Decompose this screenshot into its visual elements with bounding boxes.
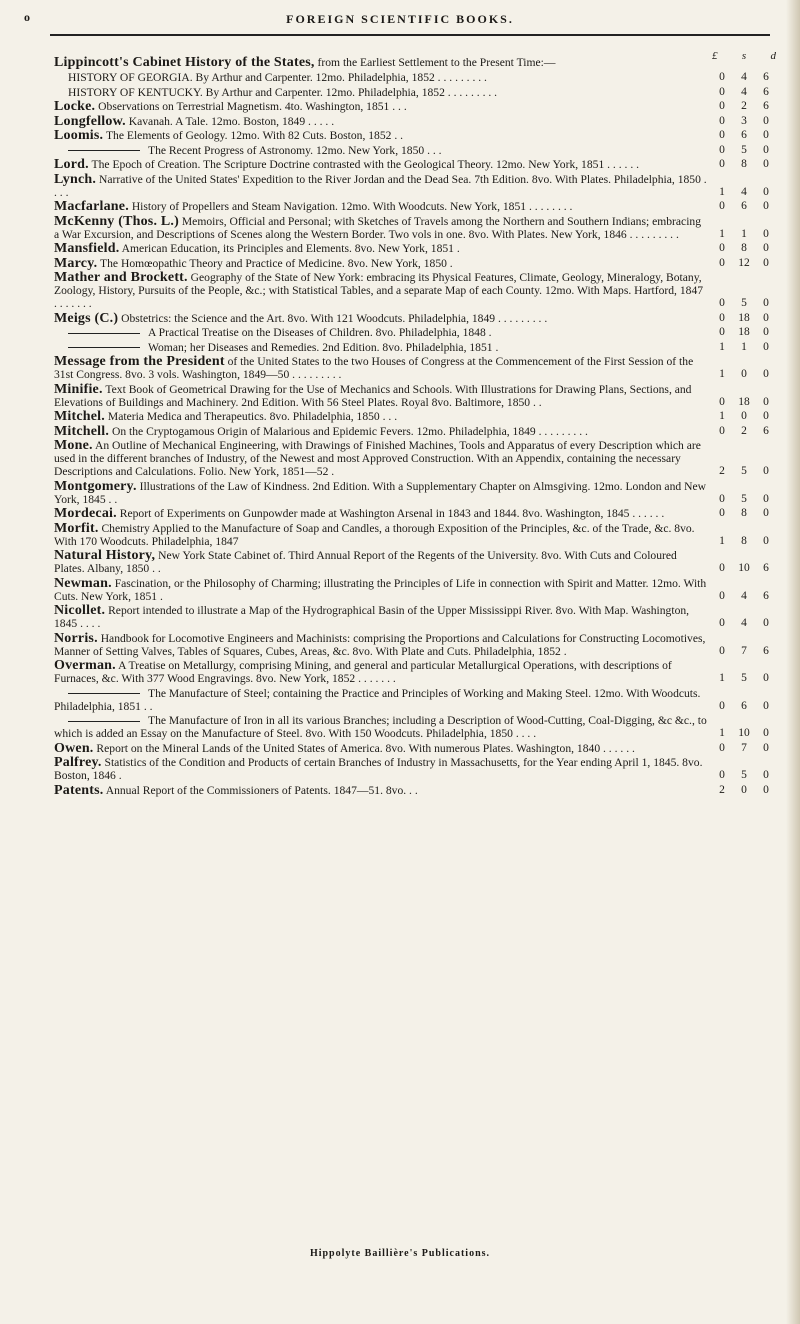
entry-text: Text Book of Geometrical Drawing for the Use of Mechanics and Schools. With Illustrations for Drawing Plans, Sections, and Elevations of Buildings and Machinery. 2nd Edition. With 56 Steel Plates. Royal 8vo. Baltimore, 1850 . . [54,382,692,409]
catalogue-entry [54,742,776,755]
price-shillings: 4 [741,71,747,83]
entry-text: Woman; her Diseases and Remedies. 2nd Edition. 8vo. Philadelphia, 1851 . [148,340,499,354]
ditto-dash [68,347,140,348]
entry-author: McKenny (Thos. L.) [54,213,179,229]
entry-body [54,242,708,255]
price-pounds: 2 [719,783,725,796]
price [712,71,776,84]
running-head: FOREIGN SCIENTIFIC BOOKS. [286,12,514,26]
price-pounds: 1 [719,227,725,240]
price [712,228,776,241]
price [712,368,776,381]
entry-body [54,439,708,478]
price-shillings: 10 [738,727,750,739]
price [712,242,776,255]
price [712,100,776,113]
price-shillings: 4 [741,617,747,629]
price [712,493,776,506]
price-shillings: 12 [738,256,750,269]
catalogue-entry [54,410,776,423]
price [712,158,776,171]
price [712,672,776,685]
entry-body [54,632,708,658]
price-shillings: 3 [741,114,747,127]
entry-text: The Elements of Geology. 12mo. With 82 Cuts. Boston, 1852 . . [105,129,404,142]
entry-body [54,784,708,797]
price-shillings: 5 [741,143,747,156]
entry-body [54,173,708,199]
price-shillings: 7 [741,644,747,657]
price-pounds: 2 [719,465,725,477]
price-shillings: 8 [741,534,747,547]
price-shillings: 5 [741,297,747,309]
price-pounds: 1 [719,727,725,739]
entry-author: Newman. [54,575,112,591]
entry-author: Owen. [54,740,94,756]
catalogue-entry [54,144,776,157]
entry-text: The Manufacture of Steel; containing the Practice and Principles of Working and Making Steel. 12mo. With Woodcuts. Philadelphia, 1851 . . [54,686,701,713]
catalogue-entry [54,215,776,241]
entry-text: Memoirs, Official and Personal; with Sketches of Travels among the Northern and Southern Indians; embracing a War Excursion, and Descriptions of Scenes along the Western Border. Two vols in one. 8vo. With Plates. New York, 1846 . . . . . . . . . [54,214,702,241]
intro-entry [54,56,776,69]
price-shillings: 8 [741,158,747,170]
entry-body [54,659,708,685]
price-pounds: 0 [719,143,725,156]
price [712,312,776,325]
price-shillings: 8 [741,242,747,254]
price-shillings: 0 [741,410,747,422]
price-pounds: 0 [719,311,725,324]
price-shillings: 5 [741,769,747,781]
entry-text: A Treatise on Metallurgy, comprising Mining, and general and particular Metallurgical Operations, with descriptions of Furnaces, &c. With 377 Wood Engravings. 8vo. New York, 1852 . . . . . . . [54,659,672,685]
price-pounds: 0 [719,507,725,519]
entry-author: Message from the President [54,354,225,369]
entry-body [54,326,708,339]
entry-body [54,742,708,755]
price-pounds: 0 [719,242,725,254]
entry-body [54,522,708,548]
entry-author: Locke. [54,99,96,114]
price [712,297,776,310]
price [712,396,776,409]
entry-text: Report on the Mineral Lands of the United States of America. 8vo. With numerous Plates. Washington, 1840 . . . . . . [96,741,635,755]
price-shillings: 6 [741,200,747,212]
entry-body [54,257,708,270]
entry-text: Geography of the State of New York: embracing its Physical Features, Climate, Geology, Mineralogy, Botany, Zoology, History, Pursuits of the People, &c.; with Statistical Tables, and a separate Map of each County. 12mo. With Maps. Hartford, 1847 . . . . . . . [54,271,704,310]
price-shillings: 0 [741,368,747,380]
price-pounds: 0 [719,769,725,781]
page-edge [786,0,800,1324]
entry-text: Kavanah. A Tale. 12mo. Boston, 1849 . . . . . [128,114,335,128]
entry-body [54,549,708,575]
entry-text: Fascination, or the Philosophy of Charming; illustrating the Principles of Life in connection with Spirit and Matter. 12mo. With Cuts. New York, 1851 . [54,576,707,603]
price-pounds: 0 [719,562,725,574]
price-shillings: 2 [741,424,747,437]
price-pounds: 0 [719,492,725,505]
price-pounds: 1 [719,410,725,422]
intro-title: Lippincott's Cabinet History of the States, [54,55,315,70]
price-pounds: 0 [719,617,725,629]
catalogue-entry [54,100,776,113]
entry-text: The Homœopathic Theory and Practice of Medicine. 8vo. New York, 1850 . [100,256,453,270]
price [712,341,776,354]
page-marker: o [24,10,30,24]
price-pence: 0 [763,114,769,127]
price-pence: 0 [763,158,769,170]
catalogue-entry [54,115,776,128]
entry-body [54,100,708,113]
entry-author: Natural History, [54,548,156,563]
entry-author: Norris. [54,630,98,646]
price [712,727,776,740]
entry-body [54,577,708,603]
price [712,590,776,603]
price-pence: 0 [763,368,769,380]
price [712,257,776,270]
catalogue-entry [54,480,776,506]
entry-body [54,480,708,506]
price-pence: 0 [763,741,769,754]
price-pence: 6 [763,644,769,657]
price [712,465,776,478]
entry-author: Longfellow. [54,113,126,129]
price-pence: 0 [763,242,769,254]
price-shillings: 5 [741,672,747,684]
catalogue-entry [54,257,776,270]
entry-author: Lord. [54,157,89,172]
entry-text: New York State Cabinet of. Third Annual Report of the Regents of the University. 8vo. With Cuts and Coloured Plates. Albany, 1850 . . [54,549,677,575]
catalogue-entry [54,355,776,381]
price-pounds: 0 [719,326,725,338]
price-pounds: 0 [719,71,725,83]
price-shillings: 18 [738,395,750,408]
price-shillings: 2 [741,100,747,112]
catalogue-entry [54,659,776,685]
price [712,425,776,438]
price [712,535,776,548]
price-pence: 6 [763,562,769,574]
price-pence: 0 [763,783,769,796]
price-shillings: 1 [741,340,747,353]
catalogue-entries [54,56,776,798]
entry-text: Statistics of the Condition and Products of certain Branches of Industry in Massachusetts, for the Year ending April 1, 1845. 8vo. Boston, 1846 . [54,756,703,782]
entry-text: Handbook for Locomotive Engineers and Machinists: comprising the Proportions and Calculations for Constructing Locomotives, Manner of Setting Valves, Tables of Squares, Cubes, Areas, &c. 8vo. With Plate and Cuts. Philadelphia, 1852 . [54,631,706,658]
ditto-dash [68,150,140,151]
entry-author: Mitchel. [54,409,105,424]
entry-body [54,215,708,241]
catalogue-entry [54,714,776,740]
intro-sub-text: HISTORY OF KENTUCKY. By Arthur and Carpenter. 12mo. Philadelphia, 1852 . . . . . . . . . [68,85,498,99]
price-pence: 0 [763,143,769,156]
entry-author: Overman. [54,658,116,673]
intro-sub-entry [54,71,776,84]
entry-body [54,714,708,740]
price-pounds: 0 [719,699,725,712]
entry-author: Macfarlane. [54,199,129,214]
price-pounds: 0 [719,644,725,657]
price [712,186,776,199]
intro-rest: from the Earliest Settlement to the Present Time:— [314,56,556,69]
entry-text: The Recent Progress of Astronomy. 12mo. New York, 1850 . . . [148,143,442,157]
price-pence: 0 [763,200,769,212]
catalogue-entry [54,604,776,630]
price-shillings: 6 [741,699,747,712]
price-pence: 6 [763,85,769,98]
price-pounds: 0 [719,200,725,212]
entry-body [54,425,708,438]
entry-author: Minifie. [54,381,103,397]
entry-body [54,200,708,213]
price-pounds: 1 [719,534,725,547]
catalogue-entry [54,242,776,255]
entry-text: Annual Report of the Commissioners of Patents. 1847—51. 8vo. . . [105,783,418,797]
catalogue-entry [54,577,776,603]
entry-body [54,355,708,381]
price-pounds: 0 [719,256,725,269]
entry-author: Mordecai. [54,506,117,521]
entry-author: Montgomery. [54,478,137,494]
intro-sub-text: HISTORY OF GEORGIA. By Arthur and Carpenter. 12mo. Philadelphia, 1852 . . . . . . . . . [68,71,487,84]
entry-body [54,158,708,171]
entry-text: Illustrations of the Law of Kindness. 2nd Edition. With a Supplementary Chapter on Almsgiving. 12mo. London and New York, 1845 . . [54,479,706,506]
price-pounds: 0 [719,100,725,112]
price [712,617,776,630]
entry-text: History of Propellers and Steam Navigation. 12mo. With Woodcuts. New York, 1851 . . . . . . . . [131,200,573,213]
price-shillings: 1 [741,227,747,240]
currency-pence: d [770,50,776,62]
price-pence: 0 [763,256,769,269]
price-pounds: 1 [719,340,725,353]
entry-author: Lynch. [54,171,97,187]
catalogue-entry [54,756,776,782]
entry-body [54,410,708,423]
entry-body [54,383,708,409]
entry-text: Chemistry Applied to the Manufacture of Soap and Candles, a thorough Exposition of the Principles, &c. of the Trade, &c. 8vo. With 170 Woodcuts. Philadelphia, 1847 [54,521,695,548]
entry-text: Observations on Terrestrial Magnetism. 4to. Washington, 1851 . . . [98,100,407,113]
price-pence: 6 [763,589,769,602]
price-pence: 0 [763,699,769,712]
entry-body [54,341,708,354]
currency-pounds: £ [712,50,718,62]
price [712,326,776,339]
price-pounds: 0 [719,158,725,170]
price-shillings: 5 [741,492,747,505]
price-pence: 0 [763,727,769,739]
entry-body [54,271,708,310]
catalogue-entry [54,687,776,713]
price-pounds: 0 [719,114,725,127]
entry-text: A Practical Treatise on the Diseases of Children. 8vo. Philadelphia, 1848 . [148,326,492,339]
price-pounds: 0 [719,85,725,98]
price [712,645,776,658]
price [712,144,776,157]
price-pence: 6 [763,100,769,112]
price-pounds: 0 [719,129,725,141]
price [712,507,776,520]
price-pence: 0 [763,129,769,141]
entry-text: Materia Medica and Therapeutics. 8vo. Philadelphia, 1850 . . . [107,410,398,423]
price-shillings: 7 [741,741,747,754]
price [712,200,776,213]
price-pence: 0 [763,507,769,519]
price-shillings: 4 [741,589,747,602]
price-pounds: 0 [719,589,725,602]
entry-body [54,687,708,713]
price-pence: 0 [763,672,769,684]
entry-text: American Education, its Principles and Elements. 8vo. New York, 1851 . [121,242,460,255]
price-shillings: 5 [741,465,747,477]
price [712,115,776,128]
entry-text: The Manufacture of Iron in all its various Branches; including a Description of Wood-Cutting, Coal-Digging, &c &c., to which is added an Essay on the Manufacture of Steel. 8vo. With 150 Woodcuts. Philadelphia, 1850 . . . . [54,714,707,740]
entry-author: Palfrey. [54,755,102,770]
entry-text: Obstetrics: the Science and the Art. 8vo. With 121 Woodcuts. Philadelphia, 1849 . . . . . . . . . [121,311,548,325]
catalogue-entry [54,439,776,478]
price-pence: 0 [763,340,769,353]
price-pounds: 1 [719,672,725,684]
price-pounds: 1 [719,185,725,198]
price-shillings: 6 [741,129,747,141]
catalogue-entry [54,271,776,310]
entry-author: Mansfield. [54,241,120,256]
price-pounds: 0 [719,741,725,754]
catalogue-entry [54,341,776,354]
entry-body [54,604,708,630]
price [712,784,776,797]
entry-body [54,129,708,142]
entry-author: Patents. [54,782,104,798]
price-pence: 0 [763,227,769,240]
ditto-dash [68,721,140,722]
catalogue-entry [54,129,776,142]
entry-text: On the Cryptogamous Origin of Malarious and Epidemic Fevers. 12mo. Philadelphia, 1849 . . . . . . . . . [111,424,588,438]
entry-text: Narrative of the United States' Expedition to the River Jordan and the Dead Sea. 7th Edition. 8vo. With Plates. Philadelphia, 1850 . . . . [54,172,707,199]
price-pence: 0 [763,311,769,324]
entry-body [54,507,708,520]
catalogue-entry [54,200,776,213]
price-pence: 0 [763,185,769,198]
entry-body [54,115,708,128]
price-pence: 0 [763,410,769,422]
price-shillings: 0 [741,783,747,796]
price-pence: 6 [763,71,769,83]
entry-text: An Outline of Mechanical Engineering, with Drawings of Finished Machines, Tools and Apparatus of every Description which are used in the different branches of Industry, of the Newest and most Approved Construction. With an Appendix, containing the necessary Descriptions and Calculations. Folio. New York, 1851—52 . [54,439,701,478]
price-pence: 0 [763,465,769,477]
ditto-dash [68,693,140,694]
price [712,129,776,142]
entry-author: Meigs (C.) [54,310,119,326]
price-pence: 0 [763,617,769,629]
price [712,700,776,713]
price-shillings: 10 [738,562,750,574]
currency-shillings: s [741,50,747,62]
price [712,769,776,782]
price-pence: 6 [763,424,769,437]
intro-sub-entry [54,86,776,99]
catalogue-entry [54,158,776,171]
catalogue-entry [54,312,776,325]
price-pounds: 0 [719,395,725,408]
price [712,742,776,755]
entry-author: Mitchell. [54,423,110,439]
entry-author: Mone. [54,438,93,453]
entry-body [54,144,708,157]
footer-catchline: Hippolyte Baillière's Publications. [309,1248,491,1259]
catalogue-entry [54,425,776,438]
price-shillings: 18 [738,326,750,338]
entry-text: Report of Experiments on Gunpowder made at Washington Arsenal in 1843 and 1844. 8vo. Washington, 1845 . . . . . . [119,507,665,520]
catalogue-entry [54,549,776,575]
price-shillings: 18 [738,311,750,324]
price-shillings: 8 [741,507,747,519]
catalogue-entry [54,326,776,339]
entry-author: Morfit. [54,520,99,536]
header-rule [50,34,770,36]
price-pounds: 0 [719,424,725,437]
price [712,86,776,99]
price [712,562,776,575]
price-shillings: 4 [741,85,747,98]
entry-author: Marcy. [54,255,98,271]
entry-text: of the United States to the two Houses of Congress at the Commencement of the First Session of the 31st Congress. 8vo. 3 vols. Washington, 1849—50 . . . . . . . . . [54,355,694,381]
price-pence: 0 [763,297,769,309]
catalogue-entry [54,632,776,658]
price [712,410,776,423]
price-pence: 0 [763,395,769,408]
entry-text: The Epoch of Creation. The Scripture Doctrine contrasted with the Geological Theory. 12mo. New York, 1851 . . . . . . [91,158,640,171]
catalogue-entry [54,522,776,548]
entry-body [54,312,708,325]
price-shillings: 4 [741,185,747,198]
price-pence: 0 [763,326,769,338]
price-pence: 0 [763,492,769,505]
entry-author: Loomis. [54,128,104,143]
ditto-dash [68,333,140,334]
price-pounds: 1 [719,368,725,380]
price-pence: 0 [763,534,769,547]
entry-text: Report intended to illustrate a Map of the Hydrographical Basin of the Upper Mississippi River. 8vo. With Map. Washington, 1845 . . . . [54,604,690,630]
entry-body [54,756,708,782]
catalogue-entry [54,507,776,520]
catalogue-entry [54,173,776,199]
price-pence: 0 [763,769,769,781]
entry-author: Mather and Brockett. [54,270,188,285]
entry-author: Nicollet. [54,603,106,618]
price-pounds: 0 [719,297,725,309]
catalogue-entry [54,784,776,797]
catalogue-entry [54,383,776,409]
